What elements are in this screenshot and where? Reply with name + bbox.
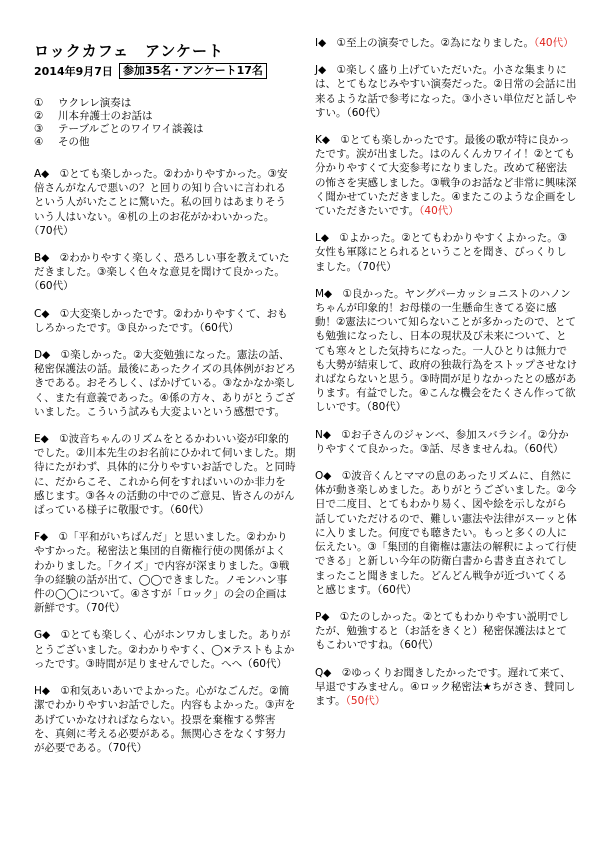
age-label: （60代） <box>346 106 387 119</box>
response-text: H◆ ①和気あいあいでよかった。心がなごんだ。②簡潔でわかりやすいお話でした。内容もよかった。③声をあげていかなければならない。投票を棄権する弊害を、真剣に考える必要がある。無関心さをなくす努力が必要である。 <box>34 685 296 754</box>
topic-item <box>34 110 296 123</box>
response-entry-k <box>315 133 577 218</box>
response-entry-b <box>34 251 296 294</box>
response-text: L◆ ①よかった。②とてもわかりやすくよかった。③女性も軍隊にとられるということを聞き、びっくりしました。 <box>315 232 568 273</box>
topic-number: ② <box>34 110 44 122</box>
response-text: C◆ ①大変楽しかったです。②わかりやすくて、おもしろかったです。③良かったです。 <box>34 307 288 334</box>
response-text: F◆ ①「平和がいちばんだ」と思いました。②わかりやすかった。秘密法と集団的自衛権行使の関係がよくわかりました。「クイズ」で内容が深まりました。③戦争の経験の話が出て、◯◯できました。ノモンハン事件の◯◯について。④さすが「ロック」の会の企画は新鮮です。 <box>34 531 290 615</box>
age-label: （60代） <box>377 583 417 596</box>
response-text: E◆ ①波音ちゃんのリズムをとるかわいい姿が印象的でした。②川本先生のお名前にひかれて伺いました。期待にたがわず、具体的に分りやすいお話でした。と同時に、だからこそ、これから何をすればいいのか非力を感じます。③各々の活動の中でのご意見、皆さんのがんばっている様子に敬服です。 <box>34 433 296 517</box>
topic-item <box>34 97 296 110</box>
topic-text: 川本弁護士のお話は <box>58 110 153 122</box>
date-line <box>34 63 296 79</box>
age-label: （70代） <box>357 260 397 273</box>
response-entry-c <box>34 307 296 335</box>
response-entry-i <box>315 36 577 50</box>
response-entry-a <box>34 167 296 238</box>
response-text: J◆ ①楽しく盛り上げていただいた。小さな集まりには、とてもなじみやすい演奏だった。②日常の会話に出来るような話で参考になった。③小さい単位だと話しやすい。 <box>315 64 577 119</box>
response-entry-h <box>34 684 296 755</box>
response-entry-n <box>315 428 577 456</box>
response-entry-d <box>34 348 296 419</box>
response-text: G◆ ①とても楽しく、心がホンワカしました。ありがとうございました。②わかりやすく、◯×テストもよかったです。③時間が足りませんでした。へへ <box>34 629 295 670</box>
age-label: （60代） <box>242 657 287 670</box>
response-entry-g <box>34 628 296 671</box>
topic-list <box>34 97 296 149</box>
response-text: P◆ ①たのしかった。②とてもわかりやすい説明でしたが、勉強すると（お話をきくと）秘密保護法はとてもこわいですね。 <box>315 610 569 652</box>
age-label: （70代） <box>107 741 148 754</box>
response-entry-q <box>315 666 577 709</box>
age-label: （40代） <box>419 205 459 218</box>
response-text: N◆ ①お子さんのジャンベ、参加スバラシイ。②分かりやすくて良かった。③話、尽きませんね。 <box>315 428 569 455</box>
response-entry-m <box>315 287 577 415</box>
response-text: O◆ ①波音くんとママの息のあったリズムに、自然に体が動き楽しめました。ありがとうございました。②今日で二度目、とてもわかり易く、図や絵を示しながら話していただけるので、難しい憲法や法律がスーッと体に入りました。何度でも聴きたい。もっと多くの人に伝えたい。③「集団的自衛権は憲法の解釈によって行使できる」と新しい今年の防衛白書から書き直されてしまったこと聞きました。どんどん戦争が近づいてくると感じます。 <box>315 470 577 596</box>
age-label: （60代） <box>169 504 210 517</box>
response-text: I◆ ①至上の演奏でした。②為になりました。 <box>315 37 534 49</box>
event-date: 2014年9月7日 <box>34 65 113 78</box>
age-label: （40代） <box>534 37 574 49</box>
topic-item <box>34 123 296 136</box>
response-entry-f <box>34 530 296 615</box>
response-text: D◆ ①楽しかった。②大変勉強になった。憲法の話、秘密保護法の話。最後にあったクイズの具体例がおどろきである。おそろしく、ばかげている。③なかなか楽しく、また有意義であった。④係の方々、ありがとうございました。こういう試みも大変よいという感想です。 <box>34 349 296 418</box>
age-label: （80代） <box>366 401 407 414</box>
page-title: ロックカフェ アンケート <box>34 42 225 60</box>
left-column <box>34 28 296 755</box>
response-text: M◆ ①良かった。ヤングパーカッショニストのハノンちゃんが印象的！お母様の一生懸命生きてる姿に感動！②憲法について知らないことが多かったので、とても勉強になったし、日本の現状及び未来について、とても寒々とした気持ちになった。一人ひとりは無力でも大勢が結束して、政府の独裁行為をストップさせなければならないと思う。③時間が足りなかったとの感があります。有益でした。④こんな機会をたくさん作って欲しいです。 <box>315 287 577 414</box>
age-label: （60代） <box>523 442 564 455</box>
participant-count-box: 参加35名・アンケート17名 <box>119 63 267 79</box>
response-entry-j <box>315 63 577 120</box>
response-entry-l <box>315 231 577 274</box>
topic-number: ① <box>34 97 44 109</box>
response-text: K◆ ①とても楽しかったです。最後の歌が特に良かったです。涙が出ました。はのんくんカワイイ！②とても分かりやすくて大変参考になりました。改めて秘密法の怖さを実感しました。③戦争のお話など非常に興味深く聞かせていただきました。④またこのような企画をしていただきたいです。 <box>315 134 577 218</box>
age-label: （60代） <box>399 639 439 652</box>
response-entry-o <box>315 469 577 597</box>
topic-number: ④ <box>34 136 44 148</box>
right-column <box>315 36 577 708</box>
response-text: B◆ ②わかりやすく楽しく、恐ろしい事を教えていただきました。③楽しく色々な意見を聞けて良かった。 <box>34 252 290 279</box>
response-entry-e <box>34 432 296 517</box>
age-label: （50代） <box>345 694 386 707</box>
topic-text: ウクレレ演奏は <box>58 97 132 109</box>
age-label: （70代） <box>34 224 74 237</box>
topic-item <box>34 136 296 149</box>
response-entry-p <box>315 610 577 653</box>
topic-text: その他 <box>58 136 90 148</box>
response-text: A◆ ①とても楽しかった。②わかりやすかった。③安倍さんがなんで悪いの？と回りの知り合いに言われるという人がいたことに驚いた。私の回りはあまりそういう人はいない。④机の上のお花がかわいかった。 <box>34 168 288 223</box>
age-label: （60代） <box>199 321 239 334</box>
age-label: （70代） <box>85 602 126 615</box>
response-text: Q◆ ②ゆっくりお聞きしたかったです。遅れて来て、早退ですみません。④ロック秘密法★ちがさき、賛同します。 <box>315 666 576 707</box>
age-label: （60代） <box>34 280 74 293</box>
topic-text: テーブルごとのワイワイ談義は <box>58 123 204 135</box>
topic-number: ③ <box>34 123 44 135</box>
